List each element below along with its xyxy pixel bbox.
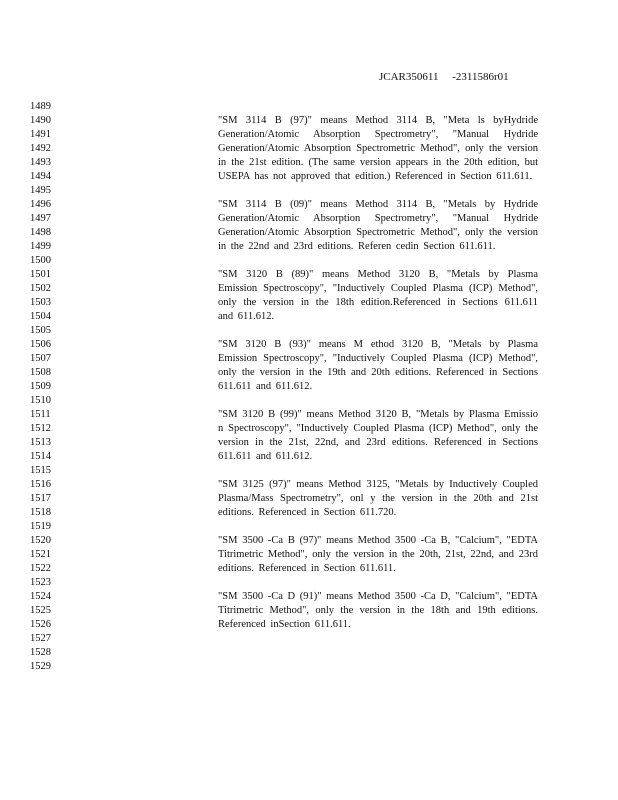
line-number: 1518 bbox=[30, 507, 51, 518]
line-number: 1511 bbox=[30, 409, 51, 420]
line-number: 1491 bbox=[30, 129, 51, 140]
line-number: 1513 bbox=[30, 437, 51, 448]
line-number-gutter bbox=[30, 100, 60, 674]
line-number: 1524 bbox=[30, 591, 51, 602]
line-number: 1489 bbox=[30, 101, 51, 112]
line-number: 1512 bbox=[30, 423, 51, 434]
line-number: 1516 bbox=[30, 479, 51, 490]
line-number: 1527 bbox=[30, 633, 51, 644]
definitions-body bbox=[218, 114, 538, 632]
line-number: 1496 bbox=[30, 199, 51, 210]
line-number: 1508 bbox=[30, 367, 51, 378]
line-number: 1501 bbox=[30, 269, 51, 280]
line-number: 1492 bbox=[30, 143, 51, 154]
definition-sm-3120-b-89: "SM 3120 B (89)" means Method 3120 B, "Metals by Plasma Emission Spectroscopy", "Inductively Coupled Plasma (ICP) Method", only the version in the 18th edition.Referenced in Sections 611.611 and 611.612. bbox=[218, 269, 538, 322]
definition-sm-3500-ca-d-91: "SM 3500 -Ca D (91)" means Method 3500 -Ca D, "Calcium", "EDTA Titrimetric Method", only the version in the 18th and 19th editions. Referenced inSection 611.611. bbox=[218, 591, 538, 630]
line-number: 1517 bbox=[30, 493, 51, 504]
line-number: 1502 bbox=[30, 283, 51, 294]
line-number: 1515 bbox=[30, 465, 51, 476]
line-number: 1525 bbox=[30, 605, 51, 616]
line-number: 1526 bbox=[30, 619, 51, 630]
line-number: 1509 bbox=[30, 381, 51, 392]
line-number: 1500 bbox=[30, 255, 51, 266]
definition-sm-3114-b-97: "SM 3114 B (97)" means Method 3114 B, "Meta ls byHydride Generation/Atomic Absorption Spectrometry", "Manual Hydride Generation/Atomic Absorption Spectrometric Method", only the version in the 21st edition. (The same version appears in the 20th edition, but USEPA has not approved that edition.) Referenced in Section 611.611. bbox=[218, 115, 538, 182]
line-number: 1514 bbox=[30, 451, 51, 462]
document-id-header: JCAR350611 -2311586r01 bbox=[379, 71, 509, 83]
line-number: 1505 bbox=[30, 325, 51, 336]
line-number: 1504 bbox=[30, 311, 51, 322]
line-number: 1519 bbox=[30, 521, 51, 532]
line-number: 1528 bbox=[30, 647, 51, 658]
line-number: 1507 bbox=[30, 353, 51, 364]
definition-sm-3120-b-99: "SM 3120 B (99)" means Method 3120 B, "Metals by Plasma Emissio n Spectroscopy", "Inductively Coupled Plasma (ICP) Method", only the version in the 21st, 22nd, and 23rd editions. Referenced in Sections 611.611 and 611.612. bbox=[218, 409, 538, 462]
line-number: 1523 bbox=[30, 577, 51, 588]
line-number: 1510 bbox=[30, 395, 51, 406]
line-number: 1490 bbox=[30, 115, 51, 126]
line-number: 1529 bbox=[30, 661, 51, 672]
definition-sm-3120-b-93: "SM 3120 B (93)" means M ethod 3120 B, "Metals by Plasma Emission Spectroscopy", "Inductively Coupled Plasma (ICP) Method", only the version in the 19th and 20th editions. Referenced in Sections 611.611 and 611.612. bbox=[218, 339, 538, 392]
line-number: 1495 bbox=[30, 185, 51, 196]
definition-sm-3125-97: "SM 3125 (97)" means Method 3125, "Metals by Inductively Coupled Plasma/Mass Spectrometry", onl y the version in the 20th and 21st editions. Referenced in Section 611.720. bbox=[218, 479, 538, 518]
line-number: 1497 bbox=[30, 213, 51, 224]
line-number: 1521 bbox=[30, 549, 51, 560]
line-number: 1520 bbox=[30, 535, 51, 546]
line-number: 1493 bbox=[30, 157, 51, 168]
line-number: 1494 bbox=[30, 171, 51, 182]
line-number: 1499 bbox=[30, 241, 51, 252]
line-number: 1503 bbox=[30, 297, 51, 308]
line-number: 1498 bbox=[30, 227, 51, 238]
definition-sm-3114-b-09: "SM 3114 B (09)" means Method 3114 B, "Metals by Hydride Generation/Atomic Absorption Spectrometry", "Manual Hydride Generation/Atomic Absorption Spectrometric Method", only the version in the 22nd and 23rd editions. Referen cedin Section 611.611. bbox=[218, 199, 538, 252]
line-number: 1506 bbox=[30, 339, 51, 350]
definition-sm-3500-ca-b-97: "SM 3500 -Ca B (97)" means Method 3500 -Ca B, "Calcium", "EDTA Titrimetric Method", only the version in the 20th, 21st, 22nd, and 23rd editions. Referenced in Section 611.611. bbox=[218, 535, 538, 574]
line-number: 1522 bbox=[30, 563, 51, 574]
